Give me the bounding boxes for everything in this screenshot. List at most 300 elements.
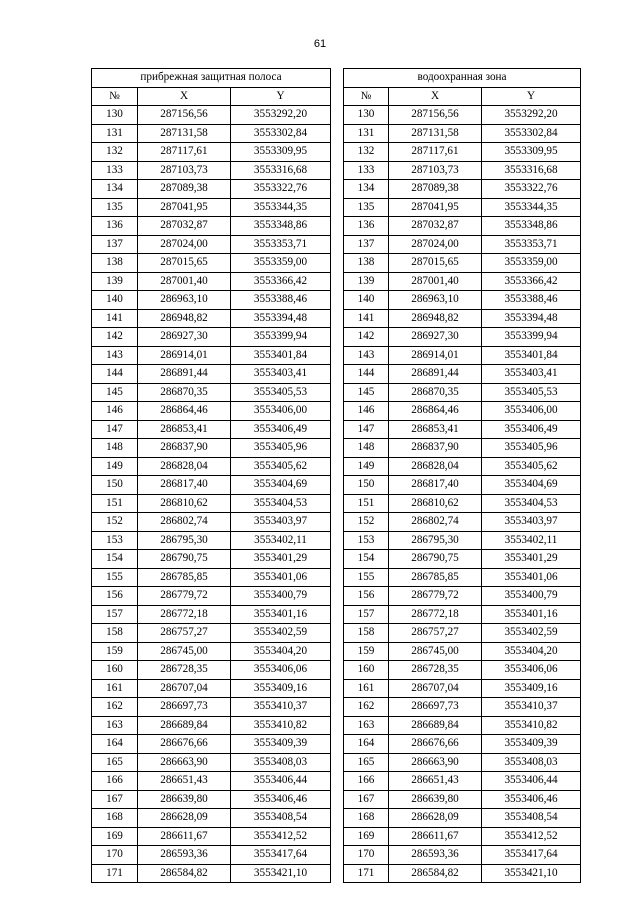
point-number-cell: 144 [344, 365, 389, 384]
x-coordinate-cell: 286611,67 [138, 827, 231, 846]
point-number-cell: 149 [344, 457, 389, 476]
table-row [92, 624, 331, 643]
x-coordinate-cell: 286663,90 [138, 753, 231, 772]
table-row [92, 772, 331, 791]
y-coordinate-cell: 3553353,71 [231, 235, 331, 254]
point-number-cell: 157 [92, 605, 138, 624]
y-coordinate-cell: 3553316,68 [482, 161, 581, 180]
table-row [92, 827, 331, 846]
column-header-y: Y [482, 87, 581, 106]
point-number-cell: 159 [344, 642, 389, 661]
y-coordinate-cell: 3553322,76 [231, 180, 331, 199]
y-coordinate-cell: 3553406,06 [482, 661, 581, 680]
y-coordinate-cell: 3553412,52 [482, 827, 581, 846]
table-title: водоохранная зона [344, 69, 581, 88]
x-coordinate-cell: 286697,73 [389, 698, 482, 717]
page-number: 61 [313, 38, 327, 50]
table-row [92, 254, 331, 273]
x-coordinate-cell: 286651,43 [138, 772, 231, 791]
y-coordinate-cell: 3553403,41 [231, 365, 331, 384]
table-row [92, 568, 331, 587]
y-coordinate-cell: 3553417,64 [482, 846, 581, 865]
y-coordinate-cell: 3553410,37 [231, 698, 331, 717]
y-coordinate-cell: 3553405,53 [482, 383, 581, 402]
x-coordinate-cell: 286728,35 [138, 661, 231, 680]
y-coordinate-cell: 3553322,76 [482, 180, 581, 199]
point-number-cell: 160 [92, 661, 138, 680]
y-coordinate-cell: 3553404,20 [231, 642, 331, 661]
point-number-cell: 146 [92, 402, 138, 421]
table-row [92, 106, 331, 125]
table-row [344, 328, 581, 347]
point-number-cell: 133 [92, 161, 138, 180]
table-row [344, 124, 581, 143]
point-number-cell: 137 [92, 235, 138, 254]
table-row [92, 513, 331, 532]
y-coordinate-cell: 3553344,35 [231, 198, 331, 217]
x-coordinate-cell: 286745,00 [389, 642, 482, 661]
y-coordinate-cell: 3553405,96 [482, 439, 581, 458]
table-row [92, 790, 331, 809]
table-row [344, 809, 581, 828]
table-row [344, 235, 581, 254]
y-coordinate-cell: 3553409,16 [482, 679, 581, 698]
x-coordinate-cell: 286757,27 [389, 624, 482, 643]
table-row [344, 402, 581, 421]
y-coordinate-cell: 3553403,97 [482, 513, 581, 532]
point-number-cell: 151 [92, 494, 138, 513]
y-coordinate-cell: 3553405,62 [482, 457, 581, 476]
coastal-protective-strip-table [91, 68, 331, 883]
table-row [344, 439, 581, 458]
table-row [92, 402, 331, 421]
column-header-number: № [92, 87, 138, 106]
x-coordinate-cell: 286651,43 [389, 772, 482, 791]
table-row [92, 698, 331, 717]
point-number-cell: 169 [92, 827, 138, 846]
y-coordinate-cell: 3553406,44 [231, 772, 331, 791]
y-coordinate-cell: 3553401,16 [231, 605, 331, 624]
point-number-cell: 162 [344, 698, 389, 717]
x-coordinate-cell: 287089,38 [138, 180, 231, 199]
x-coordinate-cell: 286810,62 [138, 494, 231, 513]
point-number-cell: 165 [344, 753, 389, 772]
point-number-cell: 152 [92, 513, 138, 532]
point-number-cell: 154 [92, 550, 138, 569]
table-row [344, 513, 581, 532]
x-coordinate-cell: 286891,44 [138, 365, 231, 384]
x-coordinate-cell: 286914,01 [138, 346, 231, 365]
x-coordinate-cell: 287041,95 [138, 198, 231, 217]
point-number-cell: 153 [92, 531, 138, 550]
x-coordinate-cell: 286870,35 [389, 383, 482, 402]
table-row [344, 272, 581, 291]
point-number-cell: 136 [92, 217, 138, 236]
x-coordinate-cell: 287015,65 [138, 254, 231, 273]
point-number-cell: 135 [344, 198, 389, 217]
point-number-cell: 136 [344, 217, 389, 236]
x-coordinate-cell: 286628,09 [138, 809, 231, 828]
point-number-cell: 170 [92, 846, 138, 865]
x-coordinate-cell: 286828,04 [389, 457, 482, 476]
point-number-cell: 147 [92, 420, 138, 439]
y-coordinate-cell: 3553366,42 [482, 272, 581, 291]
point-number-cell: 164 [92, 735, 138, 754]
table-row [344, 568, 581, 587]
y-coordinate-cell: 3553405,62 [231, 457, 331, 476]
point-number-cell: 160 [344, 661, 389, 680]
y-coordinate-cell: 3553409,39 [231, 735, 331, 754]
y-coordinate-cell: 3553292,20 [231, 106, 331, 125]
point-number-cell: 150 [92, 476, 138, 495]
y-coordinate-cell: 3553405,96 [231, 439, 331, 458]
table-row [92, 494, 331, 513]
y-coordinate-cell: 3553404,69 [482, 476, 581, 495]
x-coordinate-cell: 286853,41 [138, 420, 231, 439]
y-coordinate-cell: 3553401,84 [482, 346, 581, 365]
x-coordinate-cell: 286663,90 [389, 753, 482, 772]
point-number-cell: 150 [344, 476, 389, 495]
x-coordinate-cell: 286785,85 [389, 568, 482, 587]
table-row [344, 605, 581, 624]
table-row [344, 846, 581, 865]
table-row [344, 735, 581, 754]
y-coordinate-cell: 3553399,94 [231, 328, 331, 347]
table-row [92, 753, 331, 772]
table-row [92, 735, 331, 754]
table-row [344, 772, 581, 791]
x-coordinate-cell: 286785,85 [138, 568, 231, 587]
point-number-cell: 131 [344, 124, 389, 143]
y-coordinate-cell: 3553408,54 [231, 809, 331, 828]
x-coordinate-cell: 286790,75 [138, 550, 231, 569]
point-number-cell: 138 [92, 254, 138, 273]
point-number-cell: 156 [344, 587, 389, 606]
x-coordinate-cell: 287001,40 [138, 272, 231, 291]
table-row [92, 864, 331, 883]
point-number-cell: 135 [92, 198, 138, 217]
table-row [92, 661, 331, 680]
point-number-cell: 140 [92, 291, 138, 310]
point-number-cell: 167 [92, 790, 138, 809]
y-coordinate-cell: 3553408,54 [482, 809, 581, 828]
y-coordinate-cell: 3553412,52 [231, 827, 331, 846]
y-coordinate-cell: 3553402,11 [231, 531, 331, 550]
point-number-cell: 158 [92, 624, 138, 643]
x-coordinate-cell: 287103,73 [389, 161, 482, 180]
table-row [92, 420, 331, 439]
x-coordinate-cell: 286795,30 [389, 531, 482, 550]
y-coordinate-cell: 3553348,86 [231, 217, 331, 236]
y-coordinate-cell: 3553394,48 [231, 309, 331, 328]
y-coordinate-cell: 3553421,10 [482, 864, 581, 883]
table-row [344, 254, 581, 273]
point-number-cell: 168 [92, 809, 138, 828]
y-coordinate-cell: 3553359,00 [482, 254, 581, 273]
x-coordinate-cell: 287015,65 [389, 254, 482, 273]
y-coordinate-cell: 3553302,84 [482, 124, 581, 143]
y-coordinate-cell: 3553401,29 [231, 550, 331, 569]
y-coordinate-cell: 3553406,46 [482, 790, 581, 809]
y-coordinate-cell: 3553403,41 [482, 365, 581, 384]
point-number-cell: 170 [344, 846, 389, 865]
y-coordinate-cell: 3553408,03 [482, 753, 581, 772]
y-coordinate-cell: 3553410,37 [482, 698, 581, 717]
table-row [92, 180, 331, 199]
y-coordinate-cell: 3553403,97 [231, 513, 331, 532]
point-number-cell: 139 [92, 272, 138, 291]
point-number-cell: 152 [344, 513, 389, 532]
x-coordinate-cell: 287131,58 [389, 124, 482, 143]
point-number-cell: 167 [344, 790, 389, 809]
point-number-cell: 154 [344, 550, 389, 569]
y-coordinate-cell: 3553309,95 [482, 143, 581, 162]
table-row [92, 531, 331, 550]
y-coordinate-cell: 3553401,16 [482, 605, 581, 624]
table-row [344, 420, 581, 439]
x-coordinate-cell: 286628,09 [389, 809, 482, 828]
table-row [344, 827, 581, 846]
y-coordinate-cell: 3553402,11 [482, 531, 581, 550]
table-row [92, 124, 331, 143]
x-coordinate-cell: 286593,36 [138, 846, 231, 865]
point-number-cell: 153 [344, 531, 389, 550]
y-coordinate-cell: 3553406,06 [231, 661, 331, 680]
y-coordinate-cell: 3553409,39 [482, 735, 581, 754]
x-coordinate-cell: 287024,00 [389, 235, 482, 254]
table-row [344, 494, 581, 513]
x-coordinate-cell: 286963,10 [389, 291, 482, 310]
table-row [92, 439, 331, 458]
x-coordinate-cell: 286611,67 [389, 827, 482, 846]
point-number-cell: 141 [92, 309, 138, 328]
point-number-cell: 168 [344, 809, 389, 828]
table-row [344, 383, 581, 402]
table-row [344, 661, 581, 680]
point-number-cell: 142 [344, 328, 389, 347]
y-coordinate-cell: 3553401,84 [231, 346, 331, 365]
x-coordinate-cell: 287156,56 [138, 106, 231, 125]
x-coordinate-cell: 286745,00 [138, 642, 231, 661]
y-coordinate-cell: 3553309,95 [231, 143, 331, 162]
table-row [92, 846, 331, 865]
table-row [344, 679, 581, 698]
point-number-cell: 141 [344, 309, 389, 328]
table-row [344, 624, 581, 643]
column-header-number: № [344, 87, 389, 106]
y-coordinate-cell: 3553404,53 [231, 494, 331, 513]
table-row [92, 383, 331, 402]
y-coordinate-cell: 3553406,46 [231, 790, 331, 809]
x-coordinate-cell: 286689,84 [138, 716, 231, 735]
x-coordinate-cell: 286927,30 [138, 328, 231, 347]
table-row [92, 346, 331, 365]
y-coordinate-cell: 3553348,86 [482, 217, 581, 236]
y-coordinate-cell: 3553353,71 [482, 235, 581, 254]
x-coordinate-cell: 287001,40 [389, 272, 482, 291]
x-coordinate-cell: 286837,90 [138, 439, 231, 458]
x-coordinate-cell: 287156,56 [389, 106, 482, 125]
y-coordinate-cell: 3553405,53 [231, 383, 331, 402]
point-number-cell: 171 [344, 864, 389, 883]
table-row [344, 476, 581, 495]
table-row [92, 550, 331, 569]
x-coordinate-cell: 286927,30 [389, 328, 482, 347]
point-number-cell: 147 [344, 420, 389, 439]
table-row [344, 291, 581, 310]
point-number-cell: 134 [92, 180, 138, 199]
y-coordinate-cell: 3553400,79 [482, 587, 581, 606]
table-row [92, 809, 331, 828]
y-coordinate-cell: 3553344,35 [482, 198, 581, 217]
point-number-cell: 133 [344, 161, 389, 180]
table-row [344, 642, 581, 661]
x-coordinate-cell: 286810,62 [389, 494, 482, 513]
x-coordinate-cell: 287032,87 [138, 217, 231, 236]
y-coordinate-cell: 3553401,06 [482, 568, 581, 587]
point-number-cell: 158 [344, 624, 389, 643]
x-coordinate-cell: 286639,80 [389, 790, 482, 809]
point-number-cell: 146 [344, 402, 389, 421]
y-coordinate-cell: 3553359,00 [231, 254, 331, 273]
table-row [92, 272, 331, 291]
point-number-cell: 163 [344, 716, 389, 735]
y-coordinate-cell: 3553292,20 [482, 106, 581, 125]
y-coordinate-cell: 3553302,84 [231, 124, 331, 143]
point-number-cell: 162 [92, 698, 138, 717]
x-coordinate-cell: 286828,04 [138, 457, 231, 476]
table-title: прибрежная защитная полоса [92, 69, 331, 88]
table-row [92, 217, 331, 236]
point-number-cell: 159 [92, 642, 138, 661]
x-coordinate-cell: 286689,84 [389, 716, 482, 735]
column-header-y: Y [231, 87, 331, 106]
x-coordinate-cell: 287089,38 [389, 180, 482, 199]
y-coordinate-cell: 3553388,46 [231, 291, 331, 310]
table-row [92, 605, 331, 624]
point-number-cell: 149 [92, 457, 138, 476]
x-coordinate-cell: 286676,66 [389, 735, 482, 754]
table-row [92, 679, 331, 698]
x-coordinate-cell: 286870,35 [138, 383, 231, 402]
x-coordinate-cell: 286963,10 [138, 291, 231, 310]
point-number-cell: 143 [92, 346, 138, 365]
x-coordinate-cell: 286697,73 [138, 698, 231, 717]
point-number-cell: 164 [344, 735, 389, 754]
point-number-cell: 161 [344, 679, 389, 698]
table-row [344, 864, 581, 883]
point-number-cell: 145 [344, 383, 389, 402]
x-coordinate-cell: 286639,80 [138, 790, 231, 809]
table-row [344, 217, 581, 236]
x-coordinate-cell: 286837,90 [389, 439, 482, 458]
water-protection-zone-table [343, 68, 581, 883]
y-coordinate-cell: 3553406,00 [482, 402, 581, 421]
x-coordinate-cell: 286914,01 [389, 346, 482, 365]
y-coordinate-cell: 3553402,59 [231, 624, 331, 643]
y-coordinate-cell: 3553404,53 [482, 494, 581, 513]
point-number-cell: 139 [344, 272, 389, 291]
table-row [344, 550, 581, 569]
point-number-cell: 157 [344, 605, 389, 624]
point-number-cell: 148 [344, 439, 389, 458]
table-row [92, 476, 331, 495]
point-number-cell: 132 [344, 143, 389, 162]
table-row [92, 161, 331, 180]
y-coordinate-cell: 3553406,49 [482, 420, 581, 439]
y-coordinate-cell: 3553408,03 [231, 753, 331, 772]
table-row [344, 106, 581, 125]
table-row [92, 198, 331, 217]
x-coordinate-cell: 286891,44 [389, 365, 482, 384]
x-coordinate-cell: 286779,72 [389, 587, 482, 606]
column-header-x: X [138, 87, 231, 106]
table-row [344, 180, 581, 199]
x-coordinate-cell: 286584,82 [389, 864, 482, 883]
point-number-cell: 130 [344, 106, 389, 125]
point-number-cell: 155 [344, 568, 389, 587]
point-number-cell: 156 [92, 587, 138, 606]
point-number-cell: 142 [92, 328, 138, 347]
table-row [92, 365, 331, 384]
table-row [344, 753, 581, 772]
x-coordinate-cell: 286817,40 [389, 476, 482, 495]
point-number-cell: 138 [344, 254, 389, 273]
y-coordinate-cell: 3553402,59 [482, 624, 581, 643]
table-row [344, 143, 581, 162]
point-number-cell: 161 [92, 679, 138, 698]
x-coordinate-cell: 287103,73 [138, 161, 231, 180]
y-coordinate-cell: 3553400,79 [231, 587, 331, 606]
x-coordinate-cell: 286948,82 [138, 309, 231, 328]
table-row [92, 642, 331, 661]
table-row [92, 716, 331, 735]
table-row [92, 309, 331, 328]
point-number-cell: 144 [92, 365, 138, 384]
y-coordinate-cell: 3553404,20 [482, 642, 581, 661]
point-number-cell: 130 [92, 106, 138, 125]
point-number-cell: 137 [344, 235, 389, 254]
table-row [92, 143, 331, 162]
x-coordinate-cell: 286593,36 [389, 846, 482, 865]
x-coordinate-cell: 286802,74 [389, 513, 482, 532]
x-coordinate-cell: 286772,18 [138, 605, 231, 624]
x-coordinate-cell: 286584,82 [138, 864, 231, 883]
y-coordinate-cell: 3553406,44 [482, 772, 581, 791]
y-coordinate-cell: 3553406,49 [231, 420, 331, 439]
x-coordinate-cell: 287024,00 [138, 235, 231, 254]
y-coordinate-cell: 3553316,68 [231, 161, 331, 180]
table-row [344, 309, 581, 328]
table-row [92, 587, 331, 606]
x-coordinate-cell: 286948,82 [389, 309, 482, 328]
point-number-cell: 132 [92, 143, 138, 162]
x-coordinate-cell: 286676,66 [138, 735, 231, 754]
column-header-x: X [389, 87, 482, 106]
point-number-cell: 143 [344, 346, 389, 365]
point-number-cell: 166 [344, 772, 389, 791]
y-coordinate-cell: 3553404,69 [231, 476, 331, 495]
point-number-cell: 134 [344, 180, 389, 199]
y-coordinate-cell: 3553399,94 [482, 328, 581, 347]
x-coordinate-cell: 287032,87 [389, 217, 482, 236]
y-coordinate-cell: 3553388,46 [482, 291, 581, 310]
x-coordinate-cell: 286795,30 [138, 531, 231, 550]
point-number-cell: 140 [344, 291, 389, 310]
table-row [344, 716, 581, 735]
point-number-cell: 145 [92, 383, 138, 402]
y-coordinate-cell: 3553417,64 [231, 846, 331, 865]
